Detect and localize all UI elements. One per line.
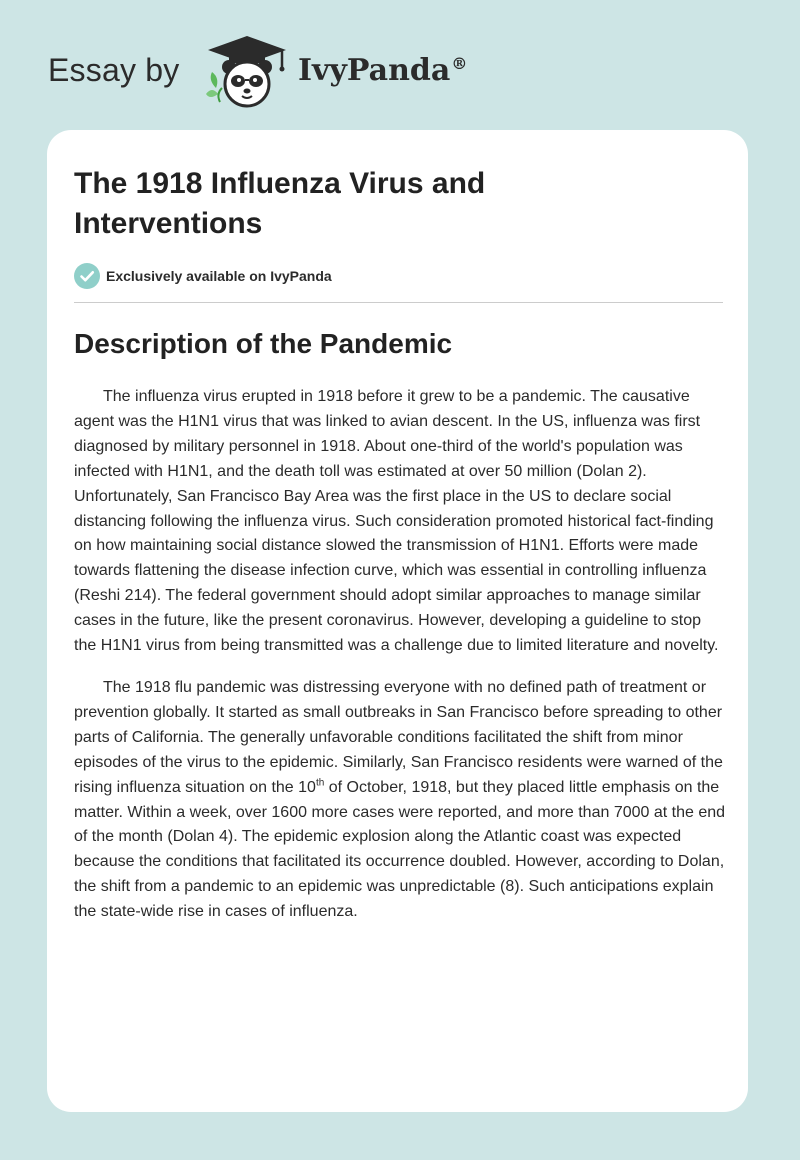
ordinal-suffix: th [315,777,325,789]
paragraph-2-part-2: of October, 1918, but they placed little emphasis on the matter. Within a week, over 1600 more cases were reported, and more than 7000 at the end of the month (Dolan 4). The epidemic explosion along the Atlantic coast was expected because the conditions that facilitated its occurrence doubled. However, according to Dolan, the shift from a pandemic to an epidemic was unpredictable (8). Such anticipations explain the state-wide rise in cases of influenza. [74,778,726,921]
site-header [48,34,508,110]
paragraph-1: The influenza virus erupted in 1918 before it grew to be a pandemic. The causative agent was the H1N1 virus that was linked to avian descent. In the US, influenza was first diagnosed by military personnel in 1918. About one-third of the world's population was infected with H1N1, and the death toll was estimated at over 50 million (Dolan 2). Unfortunately, San Francisco Bay Area was the first place in the US to declare social distancing following the influenza virus. Such consideration promoted historical fact-finding on how maintaining social distance slowed the transmission of H1N1. Efforts were made towards flattening the disease infection curve, which was essential in controlling influenza (Reshi 214). The federal government should adopt similar approaches to manage similar cases in the future, like the present coronavirus. However, developing a guideline to stop the H1N1 virus from being transmitted was a challenge due to limited literature and novelty. [74,388,719,655]
section-heading: Description of the Pandemic [74,328,453,359]
title-divider [74,302,723,303]
panda-graduate-icon[interactable] [202,34,292,110]
brand-name[interactable] [298,53,467,88]
essay-by-label: Essay by [48,52,180,88]
check-circle-icon [74,263,100,289]
paragraph-2-part-1: The 1918 flu pandemic was distressing everyone with no defined path of treatment or prevention globally. It started as small outbreaks in San Francisco before spreading to other parts of California. The generally unfavorable conditions facilitated the shift from minor episodes of the virus to the epidemic. Similarly, San Francisco residents were warned of the rising influenza situation on the 10 [74,678,723,796]
paragraph-2 [74,676,726,925]
brand-name-text: IvyPanda [298,53,451,88]
exclusive-badge [74,263,332,289]
exclusive-badge-label: Exclusively available on IvyPanda [106,268,332,284]
essay-body [74,385,726,942]
essay-title: The 1918 Influenza Virus and Interventions [74,167,486,240]
registered-mark: ® [451,54,468,73]
essay-card [47,130,748,1112]
